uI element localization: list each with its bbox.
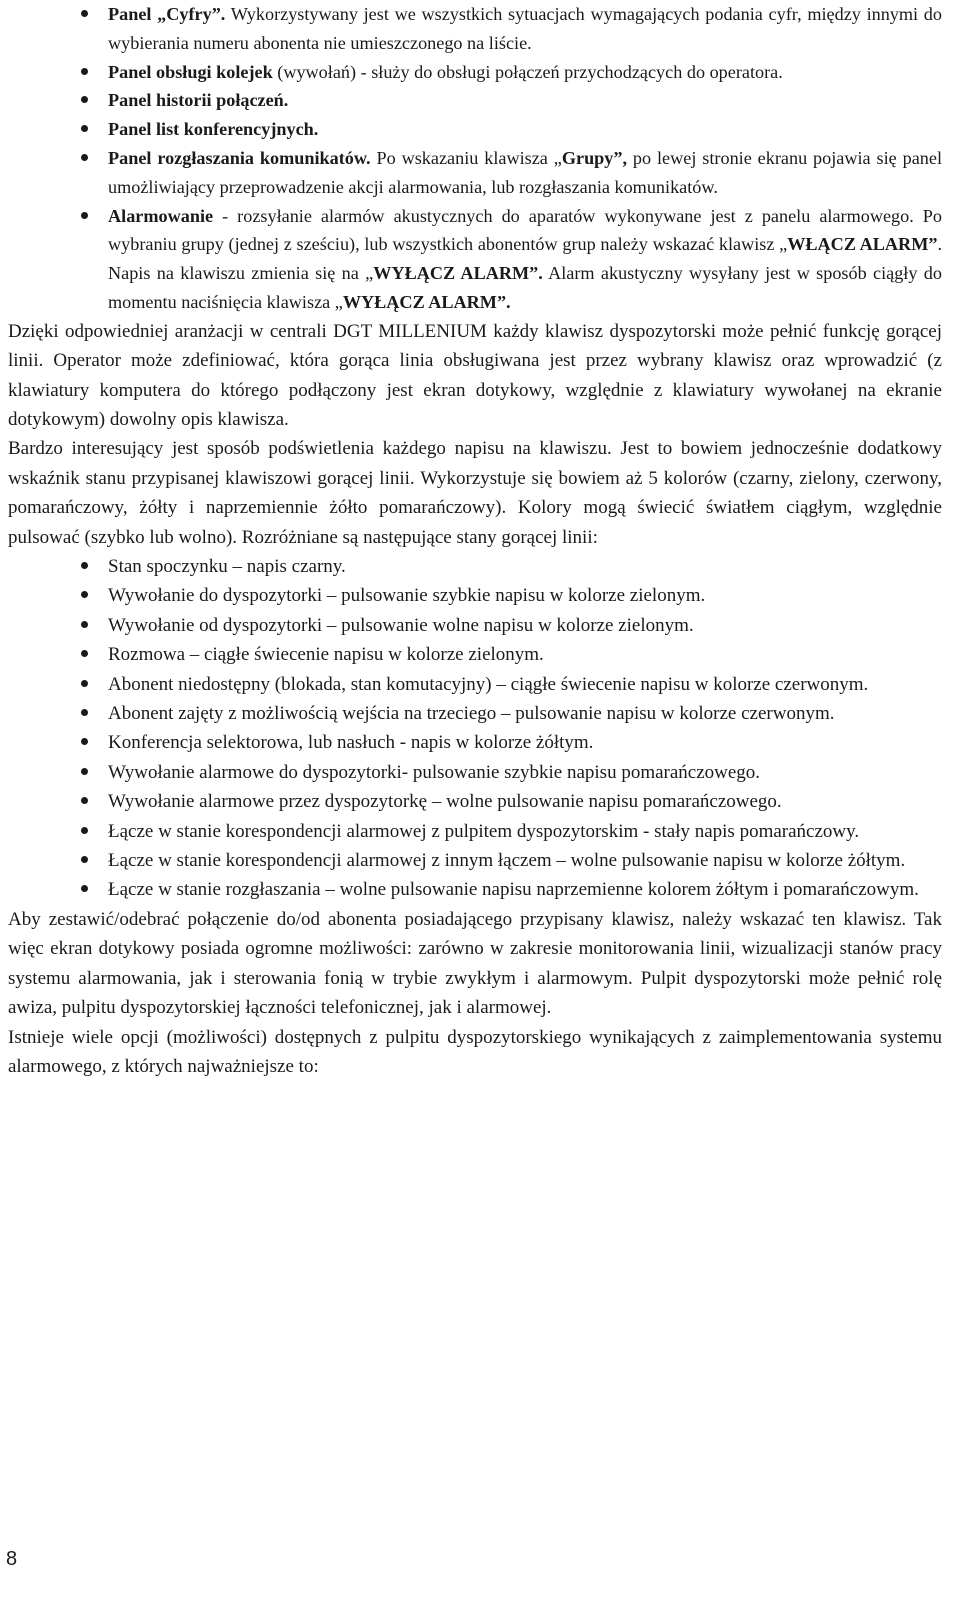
item-heading: Panel „Cyfry”. bbox=[108, 4, 226, 24]
paragraph: Bardzo interesujący jest sposób podświetlenia każdego napisu na klawiszu. Jest to bowiem jednocześnie dodatkowy wskaźnik stanu przypisanej klawiszowi gorącej linii. Wykorzystuje się bowiem aż 5 kolorów (czarny, zielony, czerwony, pomarańczowy, żółty i naprzemiennie żółto pomarańczowy). Kolory mogą świecić światłem ciągłym, względnie pulsować (szybko lub wolno). Rozróżniane są następujące stany gorącej linii: bbox=[8, 438, 942, 548]
list-item: Stan spoczynku – napis czarny. bbox=[8, 552, 942, 581]
list-item bbox=[8, 0, 942, 58]
item-text: Po wskazaniu klawisza „ bbox=[370, 147, 562, 168]
list-item: Łącze w stanie korespondencji alarmowej z innym łączem – wolne pulsowanie napisu w kolorze żółtym. bbox=[8, 846, 942, 875]
item-heading: Panel historii połączeń. bbox=[108, 90, 289, 111]
item-bold: WYŁĄCZ ALARM”. bbox=[342, 291, 511, 312]
item-heading: Panel list konferencyjnych. bbox=[108, 119, 319, 140]
item-text: (wywołań) - służy do obsługi połączeń przychodzących do operatora. bbox=[272, 61, 783, 82]
list-item: Abonent zajęty z możliwością wejścia na trzeciego – pulsowanie napisu w kolorze czerwonym. bbox=[8, 699, 942, 728]
item-text: . Napis na klawiszu zmienia się na „ bbox=[108, 234, 942, 284]
panel-list bbox=[8, 0, 942, 317]
list-item bbox=[8, 144, 942, 202]
list-item: Wywołanie od dyspozytorki – pulsowanie wolne napisu w kolorze zielonym. bbox=[8, 611, 942, 640]
list-item: Łącze w stanie rozgłaszania – wolne pulsowanie napisu naprzemienne kolorem żółtym i pomarańczowym. bbox=[8, 875, 942, 904]
list-item: Rozmowa – ciągłe świecenie napisu w kolorze zielonym. bbox=[8, 640, 942, 669]
document-page bbox=[8, 0, 942, 1081]
item-text: Alarm akustyczny wysyłany jest w sposób ciągły do momentu naciśnięcia klawisza „ bbox=[108, 263, 942, 312]
list-item bbox=[8, 202, 942, 317]
item-text: po lewej stronie ekranu pojawia się panel umożliwiający przeprowadzenie akcji alarmowania, lub rozgłaszania komunikatów. bbox=[108, 147, 943, 197]
list-item: Abonent niedostępny (blokada, stan komutacyjny) – ciągłe świecenie napisu w kolorze czerwonym. bbox=[8, 670, 942, 699]
paragraph: Aby zestawić/odebrać połączenie do/od abonenta posiadającego przypisany klawisz, należy wskazać ten klawisz. Tak więc ekran dotykowy posiada ogromne możliwości: zarówno w zakresie monitorowania linii, wizualizacji stanów pracy systemu alarmowania, jak i sterowania fonią w trybie zwykłym i alarmowym. Pulpit dyspozytorski może pełnić rolę awiza, pulpitu dyspozytorskiej łączności telefonicznej, jak i alarmowej. bbox=[8, 908, 942, 1019]
item-bold: WŁĄCZ ALARM” bbox=[787, 234, 938, 255]
list-item: Łącze w stanie korespondencji alarmowej z pulpitem dyspozytorskim - stały napis pomarańczowy. bbox=[8, 817, 942, 846]
list-item bbox=[8, 115, 942, 144]
item-bold: WYŁĄCZ ALARM”. bbox=[373, 263, 543, 284]
item-heading: Alarmowanie bbox=[108, 205, 214, 226]
list-item: Wywołanie alarmowe przez dyspozytorkę – wolne pulsowanie napisu pomarańczowego. bbox=[8, 787, 942, 816]
item-text: - rozsyłanie alarmów akustycznych do aparatów wykonywane jest z panelu alarmowego. Po wybraniu grupy (jednej z sześciu), lub wszystkich abonentów grup należy wskazać klawisz „ bbox=[108, 205, 942, 255]
list-item: Wywołanie alarmowe do dyspozytorki- pulsowanie szybkie napisu pomarańczowego. bbox=[8, 758, 942, 787]
list-item: Wywołanie do dyspozytorki – pulsowanie szybkie napisu w kolorze zielonym. bbox=[8, 581, 942, 610]
list-item: Konferencja selektorowa, lub nasłuch - napis w kolorze żółtym. bbox=[8, 728, 942, 757]
line-states-list bbox=[8, 552, 942, 905]
list-item bbox=[8, 58, 942, 87]
item-text: Wykorzystywany jest we wszystkich sytuacjach wymagających podania cyfr, między innymi do wybierania numeru abonenta nie umieszczonego na liście. bbox=[108, 4, 942, 53]
item-heading: Panel obsługi kolejek bbox=[108, 61, 273, 82]
page-number: 8 bbox=[6, 1548, 18, 1570]
list-item bbox=[8, 86, 942, 115]
item-bold: Grupy”, bbox=[561, 147, 628, 168]
item-heading: Panel rozgłaszania komunikatów. bbox=[108, 147, 371, 168]
paragraph: Dzięki odpowiedniej aranżacji w centrali DGT MILLENIUM każdy klawisz dyspozytorski może pełnić funkcję gorącej linii. Operator może zdefiniować, która gorąca linia obsługiwana jest przez wybrany klawisz oraz wprowadzić (z klawiatury komputera do którego podłączony jest ekran dotykowy, względnie z klawiatury wywołanej na ekranie dotykowym) dowolny opis klawisza. bbox=[8, 320, 942, 430]
paragraph: Istnieje wiele opcji (możliwości) dostępnych z pulpitu dyspozytorskiego wynikających z zaimplementowania systemu alarmowego, z których najważniejsze to: bbox=[8, 1026, 942, 1077]
